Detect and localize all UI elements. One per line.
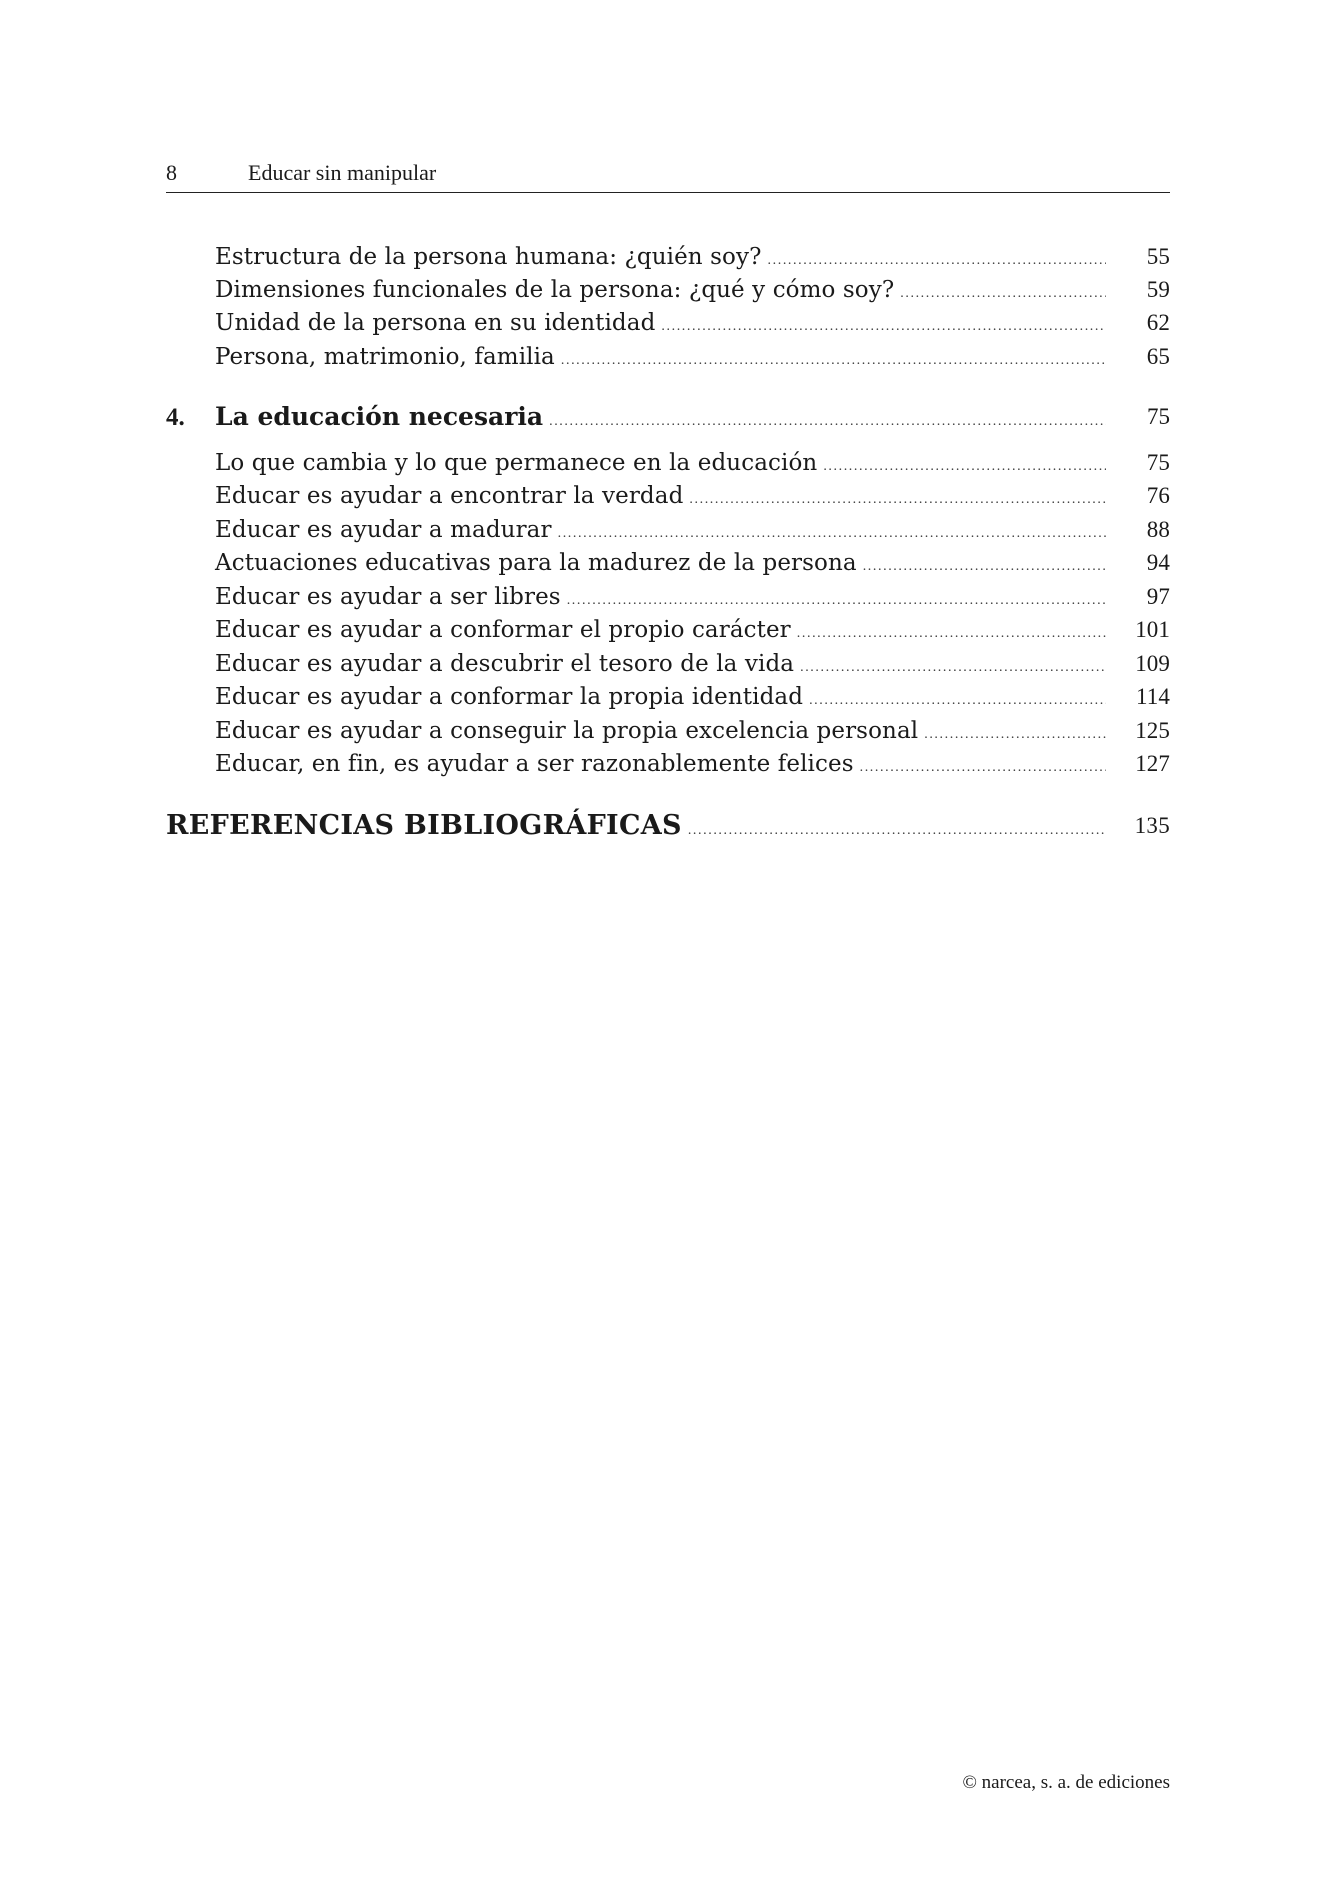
toc-entry (215, 242, 1170, 276)
dot-leader (900, 279, 1106, 309)
toc-entry (215, 481, 1170, 515)
toc-entry-label: Educar es ayudar a encontrar la verdad (215, 483, 684, 509)
dot-leader (863, 552, 1106, 582)
toc-entry-label: Lo que cambia y lo que permanece en la educación (215, 450, 818, 476)
toc-entry (215, 615, 1170, 649)
toc-entry (215, 649, 1170, 683)
toc-entry (215, 582, 1170, 616)
toc-entry-page: 114 (1136, 684, 1170, 709)
toc-entry-page: 59 (1146, 277, 1170, 302)
toc-entry-page: 101 (1135, 617, 1170, 642)
toc-entry-page: 88 (1146, 517, 1170, 542)
header-page-number: 8 (166, 160, 177, 185)
toc-entry-label: Educar es ayudar a ser libres (215, 584, 561, 610)
toc-entry (215, 342, 1170, 376)
toc-entry-page: 109 (1135, 651, 1170, 676)
dot-leader (800, 653, 1106, 683)
dot-leader (558, 519, 1106, 549)
dot-leader (797, 619, 1106, 649)
toc-entry-page: 65 (1146, 344, 1170, 369)
toc-entry-page: 94 (1146, 550, 1170, 575)
toc-entry-page: 127 (1135, 751, 1170, 776)
dot-leader (688, 813, 1106, 849)
toc-entry-page: 97 (1146, 584, 1170, 609)
toc-entry-label: Persona, matrimonio, familia (215, 344, 555, 370)
dot-leader (924, 720, 1106, 750)
toc-entry-page: 55 (1146, 244, 1170, 269)
toc-entry-label: Educar es ayudar a conformar la propia identidad (215, 684, 804, 710)
toc-entry-page: 76 (1146, 483, 1170, 508)
toc-entry (215, 448, 1170, 482)
toc-entry-page: 125 (1135, 718, 1170, 743)
dot-leader (549, 405, 1106, 439)
toc-entry (215, 515, 1170, 549)
toc-entry-label: Educar es ayudar a madurar (215, 517, 552, 543)
toc-entry-label: Educar es ayudar a conseguir la propia excelencia personal (215, 718, 919, 744)
header-book-title: Educar sin manipular (248, 160, 437, 185)
dot-leader (689, 485, 1106, 515)
references-title: REFERENCIAS BIBLIOGRÁFICAS (166, 810, 682, 841)
dot-leader (561, 346, 1106, 376)
toc-references-heading (166, 808, 1170, 849)
toc-entry (215, 275, 1170, 309)
toc-chapter-heading (166, 400, 1170, 439)
toc-entry (215, 548, 1170, 582)
toc-entry (215, 749, 1170, 783)
toc-entry (215, 682, 1170, 716)
dot-leader (567, 586, 1106, 616)
toc-entry-label: Estructura de la persona humana: ¿quién soy? (215, 244, 762, 270)
toc-entry-label: Educar, en fin, es ayudar a ser razonablemente felices (215, 751, 854, 777)
toc-entry (215, 716, 1170, 750)
chapter-title: La educación necesaria (215, 402, 544, 431)
dot-leader (860, 753, 1106, 783)
dot-leader (823, 452, 1106, 482)
toc-entry-label: Dimensiones funcionales de la persona: ¿qué y cómo soy? (215, 277, 895, 303)
copyright-footer: © narcea, s. a. de ediciones (962, 1772, 1170, 1793)
chapter-page: 75 (1147, 404, 1170, 429)
dot-leader (661, 312, 1106, 342)
toc-entry-label: Educar es ayudar a descubrir el tesoro de la vida (215, 651, 795, 677)
dot-leader (768, 246, 1106, 276)
dot-leader (809, 686, 1106, 716)
toc-entry (215, 308, 1170, 342)
chapter-number: 4. (166, 404, 185, 431)
toc-entry-page: 75 (1146, 450, 1170, 475)
toc-entry-page: 62 (1146, 310, 1170, 335)
toc-entry-label: Actuaciones educativas para la madurez de la persona (215, 550, 857, 576)
toc-entry-label: Educar es ayudar a conformar el propio carácter (215, 617, 791, 643)
references-page: 135 (1134, 813, 1170, 838)
toc-entry-label: Unidad de la persona en su identidad (215, 310, 656, 336)
running-header (166, 158, 1170, 193)
